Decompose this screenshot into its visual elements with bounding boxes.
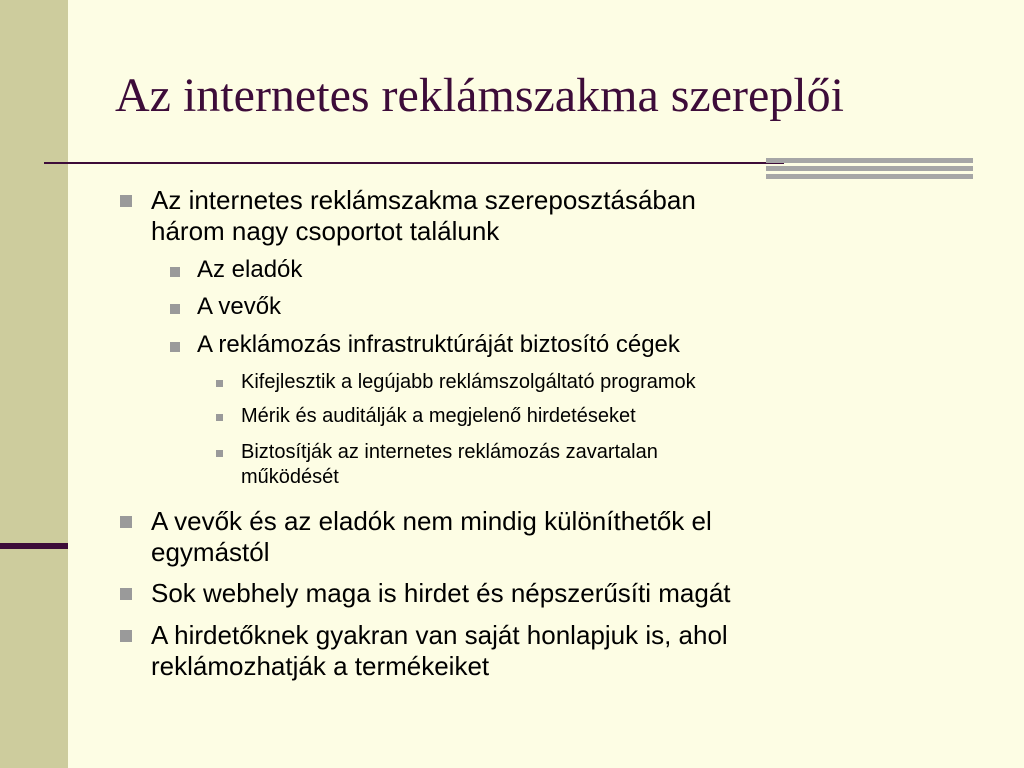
decor-bar-3 <box>766 174 973 179</box>
bullet-text-line: működését <box>241 466 339 488</box>
bullet-text-line: A hirdetőknek gyakran van saját honlapjuk is, ahol <box>151 620 728 650</box>
bullet-text-line: A vevők és az eladók nem mindig különíthetők el <box>151 506 712 536</box>
square-bullet-icon <box>216 450 223 457</box>
bullet-text-line: Az internetes reklámszakma szereposztásában <box>151 185 696 215</box>
bullet-level1 <box>151 620 931 682</box>
decor-bar-2 <box>766 166 973 171</box>
square-bullet-icon <box>170 267 180 277</box>
bullet-level3 <box>241 370 921 395</box>
square-bullet-icon <box>120 195 132 207</box>
left-accent-bar <box>0 543 68 549</box>
square-bullet-icon <box>170 342 180 352</box>
bullet-text-line: három nagy csoportot találunk <box>151 216 500 246</box>
decor-bar-1 <box>766 158 973 163</box>
square-bullet-icon <box>120 588 132 600</box>
bullet-level3 <box>241 404 921 429</box>
bullet-level1 <box>151 578 931 609</box>
bullet-text-line: egymástól <box>151 537 270 567</box>
bullet-text: A vevők <box>197 293 282 320</box>
bullet-level2 <box>197 252 957 288</box>
square-bullet-icon <box>216 380 223 387</box>
bullet-level1 <box>151 185 931 247</box>
square-bullet-icon <box>120 516 132 528</box>
bullet-level3 <box>241 440 921 490</box>
bullet-level2 <box>197 327 957 363</box>
bullet-text-line: Biztosítják az internetes reklámozás zavartalan <box>241 441 658 463</box>
square-bullet-icon <box>170 304 180 314</box>
bullet-text-line: reklámozhatják a termékeiket <box>151 651 490 681</box>
bullet-text: A reklámozás infrastruktúráját biztosító cégek <box>197 331 680 358</box>
left-decor-band <box>0 0 68 768</box>
bullet-text: Az eladók <box>197 256 303 283</box>
square-bullet-icon <box>216 414 223 421</box>
bullet-text: Sok webhely maga is hirdet és népszerűsíti magát <box>151 578 731 608</box>
slide-title: Az internetes reklámszakma szereplői <box>115 69 844 122</box>
title-divider <box>44 162 784 164</box>
bullet-text: Mérik és auditálják a megjelenő hirdetéseket <box>241 405 636 427</box>
bullet-text: Kifejlesztik a legújabb reklámszolgáltató programok <box>241 371 696 393</box>
bullet-level1 <box>151 506 931 568</box>
square-bullet-icon <box>120 630 132 642</box>
bullet-level2 <box>197 289 957 325</box>
